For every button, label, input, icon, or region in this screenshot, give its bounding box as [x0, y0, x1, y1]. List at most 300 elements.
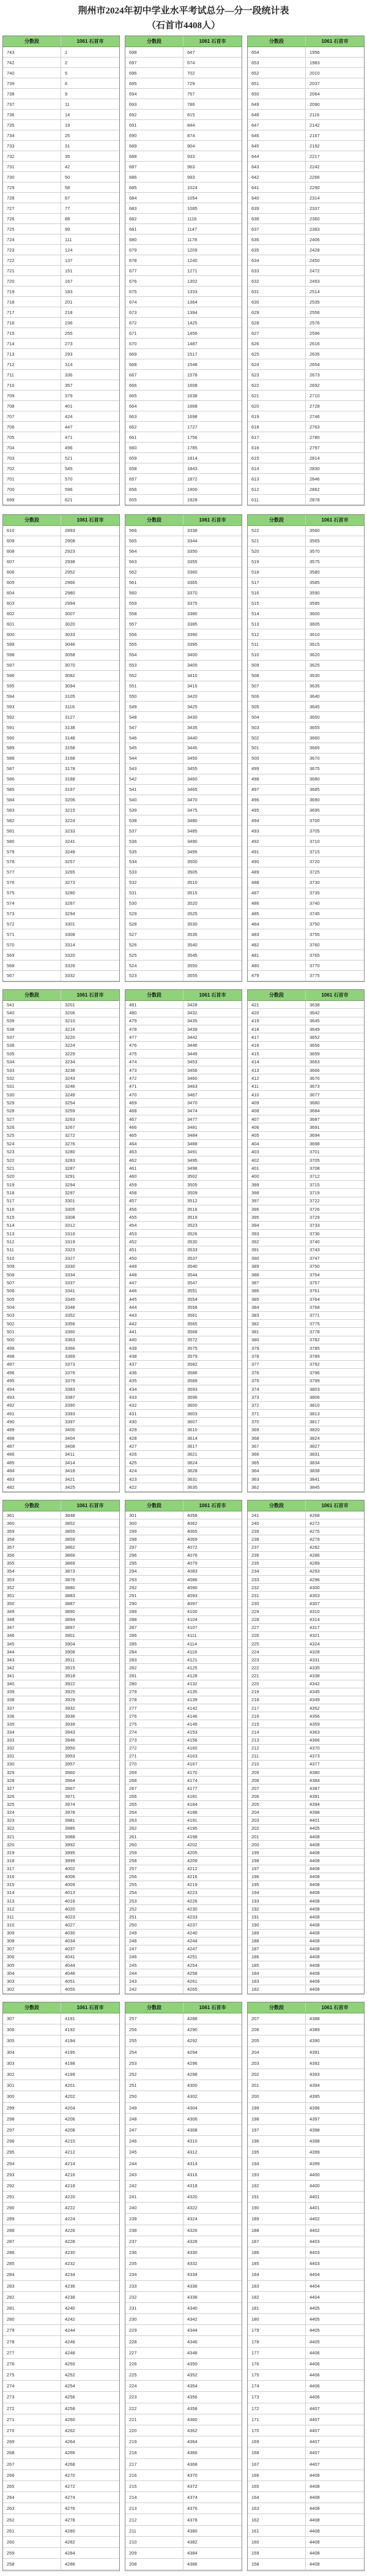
table-row [125, 971, 242, 981]
count-cell: 3593 [187, 1386, 198, 1392]
count-cell: 4408 [310, 2506, 320, 2512]
table-row [3, 1753, 119, 1761]
table-row [248, 2236, 364, 2247]
score-cell: 409 [248, 1099, 306, 1106]
score-cell: 576 [3, 878, 61, 888]
table-row [3, 1777, 119, 1784]
score-cell: 690 [125, 130, 184, 140]
score-cell: 328 [3, 1777, 61, 1784]
count-cell: 4170 [187, 1769, 198, 1775]
table-row [3, 1066, 119, 1074]
score-cell: 291 [3, 2192, 61, 2202]
score-cell: 280 [125, 1680, 184, 1688]
count-cell: 3820 [310, 1427, 320, 1433]
score-cell: 230 [125, 2314, 184, 2324]
score-cell: 638 [248, 214, 306, 223]
count-cell: 4128 [187, 1673, 198, 1679]
table-row [3, 526, 119, 536]
count-cell: 4324 [310, 1641, 320, 1647]
table-row [3, 764, 119, 774]
table-row [3, 2436, 119, 2447]
table-row [125, 1841, 242, 1849]
count-cell: 3046 [65, 642, 75, 648]
score-cell: 516 [3, 1205, 61, 1213]
count-cell: 3291 [65, 1174, 75, 1180]
table-row [125, 1344, 242, 1352]
count-cell: 3705 [310, 828, 320, 834]
table-row [3, 203, 119, 214]
count-cell: 3445 [187, 745, 198, 751]
score-cell: 710 [3, 380, 61, 390]
table-row [3, 1608, 119, 1616]
score-cell: 532 [125, 878, 184, 888]
table-row [3, 960, 119, 971]
count-cell: 3243 [65, 1075, 75, 1081]
count-cell: 3995 [65, 1849, 75, 1855]
count-cell: 19 [65, 122, 70, 128]
count-cell: 4270 [65, 2472, 75, 2478]
score-cell: 447 [125, 1279, 184, 1286]
table-row [248, 940, 364, 950]
table-row [3, 1418, 119, 1426]
score-cell: 223 [248, 1656, 306, 1663]
table-row [3, 1961, 119, 1969]
score-cell: 520 [248, 547, 306, 556]
table-row [125, 1050, 242, 1058]
score-cell: 219 [248, 1688, 306, 1696]
count-cell: 236 [65, 320, 73, 326]
score-cell: 523 [125, 971, 184, 981]
table-row [125, 2537, 242, 2548]
table-row [3, 297, 119, 307]
count-cell: 3603 [187, 1410, 198, 1417]
table-row [3, 867, 119, 878]
table-row [248, 1434, 364, 1442]
table-row [125, 2069, 242, 2080]
count-cell: 3265 [65, 869, 75, 875]
count-cell: 4282 [310, 1544, 320, 1551]
table-row [248, 2125, 364, 2136]
score-cell: 235 [125, 2258, 184, 2269]
score-cell: 646 [248, 130, 306, 140]
count-cell: 3600 [310, 610, 320, 616]
table-row [3, 172, 119, 182]
table-row [125, 1483, 242, 1491]
score-cell: 335 [3, 1720, 61, 1728]
score-cell: 192 [248, 2181, 306, 2191]
table-row [3, 1213, 119, 1221]
score-cell: 174 [248, 2381, 306, 2391]
table-page [2, 989, 365, 1492]
table-row [125, 1953, 242, 1961]
count-cell: 3224 [65, 1043, 75, 1049]
count-cell: 4191 [65, 2016, 75, 2022]
score-cell: 164 [248, 2492, 306, 2503]
table-row [248, 1083, 364, 1091]
score-cell: 696 [125, 68, 184, 78]
score-cell: 504 [3, 1303, 61, 1311]
score-cell: 193 [248, 1897, 306, 1904]
count-cell: 2980 [65, 590, 75, 596]
score-cell: 564 [125, 547, 184, 556]
score-cell: 700 [3, 484, 61, 494]
count-cell: 4408 [310, 1954, 320, 1960]
score-cell: 499 [3, 1344, 61, 1352]
count-cell: 4403 [310, 2261, 320, 2267]
score-cell: 387 [248, 1279, 306, 1286]
table-row [3, 1857, 119, 1865]
score-cell: 343 [3, 1656, 61, 1663]
score-cell: 402 [248, 1156, 306, 1164]
count-cell: 1054 [187, 195, 198, 201]
count-cell: 3323 [65, 1247, 75, 1253]
score-cell: 233 [248, 1576, 306, 1583]
score-cell: 342 [3, 1664, 61, 1671]
table-row [3, 2492, 119, 2503]
score-cell: 403 [248, 1148, 306, 1155]
table-row [125, 815, 242, 826]
table-row [3, 2225, 119, 2236]
table-row [125, 754, 242, 764]
table-row [125, 2203, 242, 2214]
table-row [3, 547, 119, 557]
table-row [248, 1664, 364, 1672]
count-cell: 3301 [65, 1198, 75, 1204]
count-cell: 4292 [187, 2038, 198, 2044]
table-row [248, 1930, 364, 1938]
score-cell: 539 [3, 1017, 61, 1025]
score-cell: 355 [3, 1560, 61, 1567]
table-row [248, 836, 364, 847]
count-cell: 3655 [310, 724, 320, 730]
score-cell: 209 [125, 2548, 184, 2558]
count-cell: 3582 [187, 1361, 198, 1368]
table-row [3, 1369, 119, 1377]
score-cell: 533 [3, 1066, 61, 1074]
score-cell: 720 [3, 276, 61, 286]
score-cell: 660 [125, 443, 184, 452]
count-cell: 3590 [310, 590, 320, 596]
score-cell: 250 [125, 2091, 184, 2102]
count-cell: 3241 [65, 838, 75, 844]
table-row [248, 1418, 364, 1426]
count-cell: 3352 [65, 1312, 75, 1319]
table-row [248, 422, 364, 432]
score-cell: 473 [125, 1066, 184, 1074]
header-count: 1061 石首市 [321, 39, 349, 44]
count-cell: 3635 [187, 1484, 198, 1490]
table-row [125, 1017, 242, 1025]
count-cell: 4242 [65, 2316, 75, 2323]
table-row [3, 1945, 119, 1953]
score-cell: 513 [3, 1230, 61, 1237]
score-cell: 432 [125, 1402, 184, 1409]
table-row [3, 2080, 119, 2091]
table-row [125, 89, 242, 99]
table-row [125, 547, 242, 557]
score-cell: 251 [125, 2080, 184, 2091]
score-cell: 733 [3, 141, 61, 151]
score-cell: 215 [248, 1720, 306, 1728]
score-cell: 740 [3, 68, 61, 78]
count-cell: 4146 [187, 1713, 198, 1719]
score-cell: 610 [3, 526, 61, 536]
score-cell: 456 [125, 1205, 184, 1213]
count-cell: 2654 [310, 361, 320, 367]
score-cell: 290 [125, 1600, 184, 1607]
score-cell: 552 [125, 671, 184, 681]
score-cell: 294 [3, 2158, 61, 2168]
score-cell: 648 [248, 110, 306, 119]
header-score: 分数段 [3, 1500, 61, 1511]
table-row [125, 1001, 242, 1009]
table-row [125, 1410, 242, 1418]
score-cell: 436 [125, 1369, 184, 1376]
count-cell: 4208 [65, 2127, 75, 2133]
table-row [3, 1817, 119, 1825]
table-row [248, 2035, 364, 2046]
table-row [248, 1857, 364, 1865]
score-cell: 382 [248, 1320, 306, 1327]
count-cell: 4402 [310, 2227, 320, 2233]
table-row [3, 940, 119, 950]
score-cell: 224 [125, 2381, 184, 2391]
table-row [125, 359, 242, 370]
count-cell: 4407 [310, 2450, 320, 2456]
score-cell: 739 [3, 78, 61, 88]
score-cell: 592 [3, 712, 61, 722]
score-cell: 221 [248, 1672, 306, 1680]
table-row [125, 929, 242, 940]
count-cell: 2763 [310, 424, 320, 430]
count-cell: 4177 [187, 1785, 198, 1791]
count-cell: 3316 [65, 1230, 75, 1237]
table-row [248, 1361, 364, 1369]
count-cell: 4321 [310, 1633, 320, 1639]
table-row [125, 909, 242, 919]
score-cell: 618 [248, 422, 306, 432]
score-cell: 305 [3, 1961, 61, 1969]
table-row [248, 1624, 364, 1632]
table-row [3, 1402, 119, 1410]
count-cell: 4408 [310, 1866, 320, 1872]
score-cell: 591 [3, 722, 61, 732]
score-cell: 279 [3, 2325, 61, 2335]
table-row [248, 629, 364, 640]
count-cell: 4408 [310, 1882, 320, 1888]
count-cell: 3480 [187, 817, 198, 823]
table-row [3, 1592, 119, 1600]
score-cell: 501 [3, 1328, 61, 1335]
table-row [3, 2236, 119, 2247]
count-cell: 2142 [310, 122, 320, 128]
score-cell: 198 [248, 2114, 306, 2124]
score-cell: 724 [3, 234, 61, 244]
table-row [3, 1745, 119, 1753]
score-cell: 228 [125, 2336, 184, 2346]
count-cell: 3551 [187, 1288, 198, 1294]
count-cell: 3337 [65, 1279, 75, 1286]
count-cell: 3803 [310, 1386, 320, 1392]
table-column-group [125, 36, 242, 506]
count-cell: 3740 [310, 1239, 320, 1245]
count-cell: 4002 [65, 1866, 75, 1872]
count-cell: 4020 [65, 1906, 75, 1912]
table-row [125, 1680, 242, 1688]
table-row [3, 1074, 119, 1082]
count-cell: 4232 [65, 2261, 75, 2267]
table-row [125, 1222, 242, 1230]
score-cell: 268 [3, 2447, 61, 2458]
count-cell: 88 [65, 215, 70, 222]
table-row [3, 671, 119, 681]
table-row [3, 2181, 119, 2192]
table-row [3, 193, 119, 203]
table-row [3, 130, 119, 141]
score-cell: 668 [125, 359, 184, 369]
table-header [125, 36, 242, 47]
table-row [248, 2381, 364, 2392]
table-row [125, 1287, 242, 1295]
table-row [125, 847, 242, 857]
table-row [3, 2325, 119, 2336]
header-score: 分数段 [248, 1500, 306, 1511]
score-cell: 358 [3, 1535, 61, 1543]
score-cell: 569 [3, 950, 61, 960]
table-row [125, 47, 242, 58]
table-row [125, 826, 242, 836]
score-cell: 185 [248, 1961, 306, 1969]
table-row [248, 2214, 364, 2225]
score-cell: 474 [125, 1058, 184, 1066]
table-row [248, 2537, 364, 2548]
count-cell: 1756 [187, 434, 198, 440]
table-row [248, 692, 364, 702]
count-cell: 4248 [65, 2349, 75, 2356]
count-cell: 2780 [310, 434, 320, 440]
count-cell: 4276 [65, 2506, 75, 2512]
score-cell: 282 [3, 2292, 61, 2302]
score-cell: 699 [3, 495, 61, 504]
score-cell: 348 [3, 1616, 61, 1623]
count-cell: 4405 [310, 2327, 320, 2334]
score-cell: 257 [125, 1865, 184, 1873]
table-row [3, 1938, 119, 1945]
score-cell: 482 [3, 1483, 61, 1491]
table-row [125, 1140, 242, 1148]
table-row [248, 743, 364, 754]
table-row [125, 2414, 242, 2425]
table-row [125, 162, 242, 172]
score-cell: 260 [3, 2537, 61, 2547]
table-row [3, 1584, 119, 1592]
count-cell: 4304 [187, 2105, 198, 2111]
header-count: 1061 石首市 [199, 2005, 226, 2010]
count-cell: 4289 [310, 1560, 320, 1567]
count-cell: 1456 [187, 330, 198, 336]
table-row [3, 826, 119, 836]
table-row [248, 815, 364, 826]
score-cell: 461 [125, 1164, 184, 1172]
score-cell: 158 [248, 2559, 306, 2569]
count-cell: 4192 [65, 2027, 75, 2033]
count-cell: 111 [65, 236, 72, 242]
table-row [248, 1849, 364, 1857]
count-cell: 3408 [65, 1443, 75, 1450]
count-cell: 4393 [310, 2072, 320, 2078]
score-cell: 184 [248, 1969, 306, 1977]
score-cell: 226 [248, 1632, 306, 1639]
table-row [125, 919, 242, 929]
count-cell: 4368 [187, 2461, 198, 2467]
table-row [125, 2147, 242, 2158]
score-cell: 288 [125, 1616, 184, 1623]
table-row [125, 1889, 242, 1897]
table-row [248, 1271, 364, 1279]
count-cell: 4404 [310, 2283, 320, 2289]
table-row [3, 1664, 119, 1672]
count-cell: 4037 [65, 1946, 75, 1952]
table-row [3, 1825, 119, 1833]
score-cell: 380 [248, 1336, 306, 1344]
table-column-group [2, 989, 120, 1492]
score-cell: 434 [125, 1385, 184, 1393]
count-cell: 3249 [65, 848, 75, 855]
header-count: 1061 石首市 [321, 2005, 349, 2010]
table-row [248, 2080, 364, 2091]
table-row [3, 1017, 119, 1025]
score-cell: 536 [125, 836, 184, 846]
table-row [3, 1189, 119, 1197]
count-cell: 14 [65, 111, 70, 118]
score-cell: 176 [248, 2359, 306, 2369]
score-cell: 631 [248, 286, 306, 296]
score-cell: 327 [3, 1784, 61, 1792]
count-cell: 3393 [65, 1410, 75, 1417]
table-row [125, 629, 242, 640]
count-cell: 2314 [310, 195, 320, 201]
score-cell: 609 [3, 536, 61, 546]
count-cell: 3705 [310, 1157, 320, 1163]
table-row [125, 2325, 242, 2336]
table-row [248, 495, 364, 505]
table-row [3, 878, 119, 888]
count-cell: 3918 [65, 1673, 75, 1679]
score-cell: 227 [248, 1624, 306, 1631]
table-row [125, 1352, 242, 1360]
table-page [2, 36, 365, 506]
score-cell: 584 [3, 795, 61, 805]
count-cell: 904 [187, 143, 195, 149]
table-row [125, 1849, 242, 1857]
table-row [248, 1009, 364, 1017]
page-subtitle: （石首市4408人） [146, 21, 220, 31]
score-cell: 398 [248, 1189, 306, 1196]
table-row [248, 2447, 364, 2458]
table-row [125, 224, 242, 234]
score-cell: 235 [248, 1560, 306, 1567]
score-cell: 258 [125, 1857, 184, 1864]
score-cell: 538 [3, 1025, 61, 1033]
table-row [3, 318, 119, 328]
score-cell: 224 [248, 1648, 306, 1655]
score-cell: 180 [248, 2314, 306, 2324]
score-cell: 425 [125, 1459, 184, 1466]
score-cell: 495 [3, 1377, 61, 1385]
count-cell: 4408 [310, 2561, 320, 2567]
score-cell: 580 [3, 836, 61, 846]
count-cell: 3395 [187, 642, 198, 648]
